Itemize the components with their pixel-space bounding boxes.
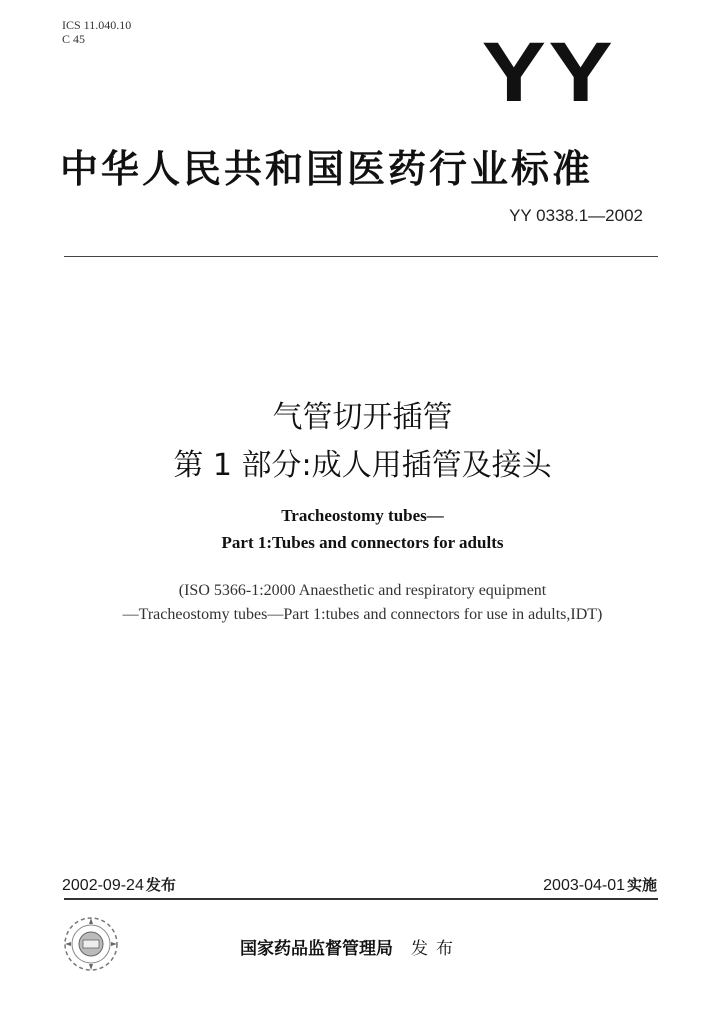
yy-logo: YY — [481, 25, 615, 119]
standard-code: YY 0338.1—2002 — [509, 206, 643, 225]
ics-code: ICS 11.040.10 — [62, 18, 132, 32]
publisher-line — [240, 934, 461, 959]
publisher-verb: 发布 — [411, 939, 461, 959]
standard-category-title: 中华人民共和国医药行业标准 — [60, 147, 594, 191]
iso-reference-line2: —Tracheostomy tubes—Part 1:tubes and connectors for use in adults,IDT) — [122, 606, 603, 623]
publisher-name: 国家药品监督管理局 — [240, 939, 393, 959]
document-title-cn-line2: 第 1 部分:成人用插管及接头 — [173, 448, 552, 483]
iso-reference-line1: (ISO 5366-1:2000 Anaesthetic and respiratory equipment — [178, 582, 547, 599]
issue-date — [62, 874, 176, 895]
implementation-date — [543, 874, 657, 895]
sda-emblem-icon — [62, 915, 120, 973]
document-title-cn-line1: 气管切开插管 — [272, 400, 453, 435]
implementation-date-label: 实施 — [626, 876, 657, 894]
footer-divider — [64, 898, 658, 900]
issue-date-value: 2002-09-24 — [62, 877, 144, 894]
issue-date-label: 发布 — [145, 876, 176, 894]
classification-block — [62, 18, 131, 46]
ccs-code: C 45 — [62, 32, 86, 46]
document-title-en-line1: Tracheostomy tubes— — [281, 506, 444, 525]
implementation-date-value: 2003-04-01 — [543, 877, 625, 894]
header-divider — [64, 256, 658, 257]
document-title-en-line2: Part 1:Tubes and connectors for adults — [221, 533, 504, 552]
